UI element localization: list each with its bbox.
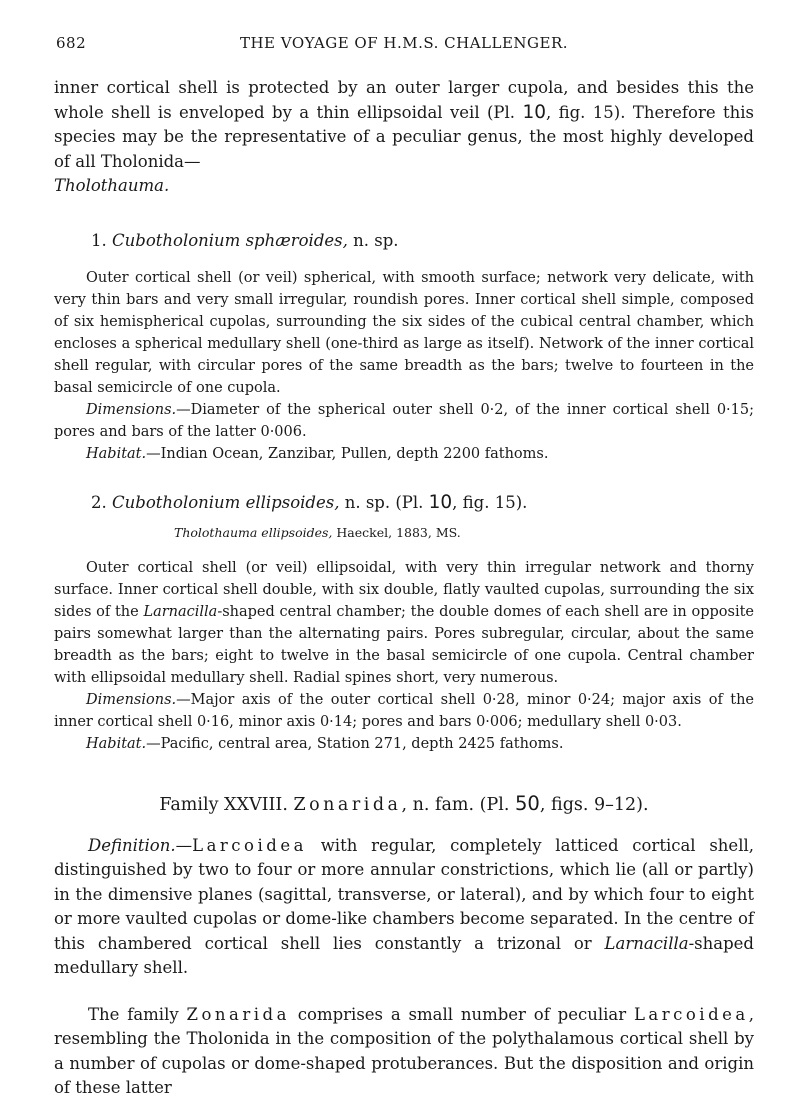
running-title: THE VOYAGE OF H.M.S. CHALLENGER. (239, 34, 569, 52)
plate-number: 10 (428, 491, 453, 513)
species-2-description: Outer cortical shell (or veil) ellipsoidal, with very thin irregular network and thorny surface. Inner cortical shell double, with six double, flatly vaulted cupolas, surrounding the six sides of the Larnacilla-shaped central chamber; the double domes of each shell are in opposite pairs somewhat larger than the alternating pairs. Pores subregular, circular, about the same breadth as the bars; eight to twelve in the basal semicircle of one cupola. Central chamber with ellipsoidal medullary shell. Radial spines short, very numerous. (54, 559, 754, 686)
page-number: 682 (56, 34, 87, 52)
page-header (54, 30, 754, 56)
species-2-dimensions: Dimensions.—Major axis of the outer cortical shell 0·28, minor 0·24; major axis of the inner cortical shell 0·16, minor axis 0·14; pores and bars 0·006; medullary shell 0·03. (54, 691, 754, 730)
family-definition: Definition.—Larcoidea with regular, completely latticed cortical shell, distinguished by two to four or more annular constrictions, which lie (all or partly) in the dimensive planes (sagittal, transverse, or lateral), and by which four to eight or more vaulted cupolas or dome-like chambers become separated. In the centre of this chambered cortical shell lies constantly a trizonal or Larnacilla-shaped medullary shell. (54, 835, 754, 977)
species-1-description: Outer cortical shell (or veil) spherical, with smooth surface; network very delicate, with very thin bars and very small irregular, roundish pores. Inner cortical shell simple, composed of six hemispherical cupolas, surrounding the six sides of the cubical central chamber, which encloses a spherical medullary shell (one-third as large as itself). Network of the inner cortical shell regular, with circular pores of the same breadth as the bars; twelve to fourteen in the basal semicircle of one cupola. (54, 269, 754, 396)
intro-paragraph: inner cortical shell is protected by an outer larger cupola, and besides this the whole shell is enveloped by a thin ellipsoidal veil (Pl. 10, fig. 15). Therefore this species may be the representative of a peculiar genus, the most highly developed of all Tholonida— Tholothauma. (54, 78, 754, 195)
page (54, 30, 754, 1101)
plate-number: 50 (514, 791, 540, 815)
species-1-heading: 1. Cubotholonium sphæroides, n. sp. (91, 230, 399, 250)
genus-name: Tholothauma. (54, 176, 170, 195)
species-1-dimensions: Dimensions.—Diameter of the spherical outer shell 0·2, of the inner cortical shell 0·15; pores and bars of the latter 0·006. (54, 401, 754, 440)
species-2-synonym: Tholothauma ellipsoides, Haeckel, 1883, MS. (174, 524, 461, 540)
family-heading: Family XXVIII. Zonarida, n. fam. (Pl. 50, figs. 9–12). (159, 791, 649, 815)
family-discussion: The family Zonarida comprises a small number of peculiar Larcoidea, resembling the Tholonida in the composition of the polythalamous cortical shell by a number of cupolas or dome-shaped protuberances. But the disposition and origin of these latter (54, 1004, 754, 1097)
plate-number: 10 (522, 101, 546, 123)
species-1-habitat: Habitat.—Indian Ocean, Zanzibar, Pullen, depth 2200 fathoms. (86, 445, 549, 462)
species-2-heading: 2. Cubotholonium ellipsoides, n. sp. (Pl. 10, fig. 15). (91, 491, 528, 513)
species-2-habitat: Habitat.—Pacific, central area, Station 271, depth 2425 fathoms. (86, 735, 564, 752)
